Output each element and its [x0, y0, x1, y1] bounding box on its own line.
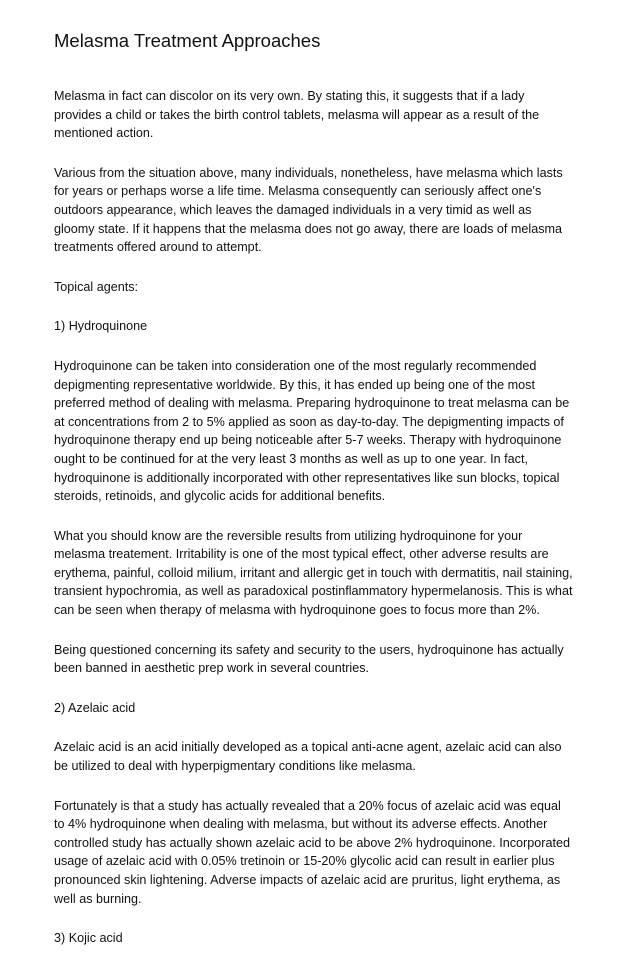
- body-paragraph: [54, 527, 589, 620]
- paragraph-line: at concentrations from 2 to 5% applied as soon as day-to-day. The depigmenting impacts of: [54, 414, 564, 429]
- body-paragraph: [54, 797, 589, 909]
- paragraph-line: Azelaic acid is an acid initially developed as a topical anti-acne agent, azelaic acid can also: [54, 740, 562, 755]
- paragraph-line: 1) Hydroquinone: [54, 319, 148, 334]
- paragraph-line: hydroquinone is additionally incorporated with other representatives like sun blocks, topical: [54, 470, 560, 485]
- body-paragraph: [54, 699, 589, 718]
- paragraph-line: treatments offered around to attempt.: [54, 240, 262, 255]
- paragraph-line: steroids, retinoids, and glycolic acids for additional benefits.: [54, 489, 386, 504]
- paragraph-line: ought to be continued for at the very least 3 months as well as up to one year. In fact,: [54, 451, 528, 466]
- paragraph-line: outdoors appearance, which leaves the damaged individuals in a very timid as well as: [54, 202, 532, 217]
- paragraph-line: pronounced skin lightening. Adverse impacts of azelaic acid are pruritus, light erythema, as: [54, 873, 561, 887]
- paragraph-line: well as burning.: [54, 891, 142, 906]
- paragraph-line: mentioned action.: [54, 126, 154, 141]
- body-paragraph: [54, 738, 589, 775]
- paragraph-line: provides a child or takes the birth control tablets, melasma will appear as a result of the: [54, 107, 540, 122]
- paragraph-line: hydroquinone therapy end up being noticeable after 5-7 weeks. Therapy with hydroquinone: [54, 433, 562, 448]
- paragraph-line: usage of azelaic acid with 0.05% tretinoin or 15-20% glycolic acid can result in earlier plus: [54, 854, 555, 869]
- paragraph-line: Hydroquinone can be taken into consideration one of the most regularly recommended: [54, 358, 537, 373]
- paragraph-line: for years or perhaps worse a life time. Melasma consequently can seriously affect one's: [54, 184, 542, 199]
- paragraph-line: be utilized to deal with hyperpigmentary conditions like melasma.: [54, 759, 416, 774]
- paragraph-line: preferred method of dealing with melasma. Preparing hydroquinone to treat melasma can be: [54, 396, 570, 411]
- paragraph-line: to 4% hydroquinone when dealing with melasma, but without its adverse effects. Another: [54, 817, 548, 832]
- paragraph-line: gloomy state. If it happens that the melasma does not go away, there are loads of melasma: [54, 221, 562, 236]
- paragraph-line: Topical agents:: [54, 279, 139, 294]
- body-paragraph: [54, 641, 589, 678]
- paragraph-line: Being questioned concerning its safety and security to the users, hydroquinone has actually: [54, 642, 564, 657]
- document-body: [54, 87, 589, 969]
- body-paragraph: [54, 317, 589, 336]
- body-paragraph: [54, 278, 589, 297]
- document-title: Melasma Treatment Approaches: [54, 30, 321, 51]
- paragraph-line: transient hypochromia, as well as paradoxical postinflammatory hypermelanosis. This is what: [54, 584, 573, 599]
- paragraph-line: Various from the situation above, many individuals, nonetheless, have melasma which lasts: [54, 165, 563, 180]
- paragraph-line: Melasma in fact can discolor on its very own. By stating this, it suggests that if a lady: [54, 89, 525, 103]
- body-paragraph: [54, 164, 589, 257]
- paragraph-line: Fortunately is that a study has actually revealed that a 20% focus of azelaic acid was equal: [54, 798, 561, 813]
- paragraph-line: controlled study has actually shown azelaic acid to be above 2% hydroquinone. Incorporated: [54, 835, 570, 850]
- paragraph-line: What you should know are the reversible results from utilizing hydroquinone for your: [54, 528, 523, 543]
- paragraph-line: 2) Azelaic acid: [54, 700, 136, 715]
- paragraph-line: can be seen when therapy of melasma with hydroquinone goes to focus more than 2%.: [54, 603, 540, 618]
- body-paragraph: [54, 87, 589, 143]
- body-paragraph: [54, 357, 589, 506]
- paragraph-line: erythema, painful, colloid milium, irritant and allergic get in touch with dermatitis, nail staining,: [54, 565, 573, 580]
- paragraph-line: been banned in aesthetic prep work in several countries.: [54, 661, 370, 676]
- paragraph-line: 3) Kojic acid: [54, 931, 123, 946]
- body-paragraph: [54, 929, 589, 948]
- paragraph-line: melasma treatement. Irritability is one of the most typical effect, other adverse results are: [54, 547, 549, 562]
- paragraph-line: depigmenting representative worldwide. By this, it has ended up being one of the most: [54, 377, 535, 392]
